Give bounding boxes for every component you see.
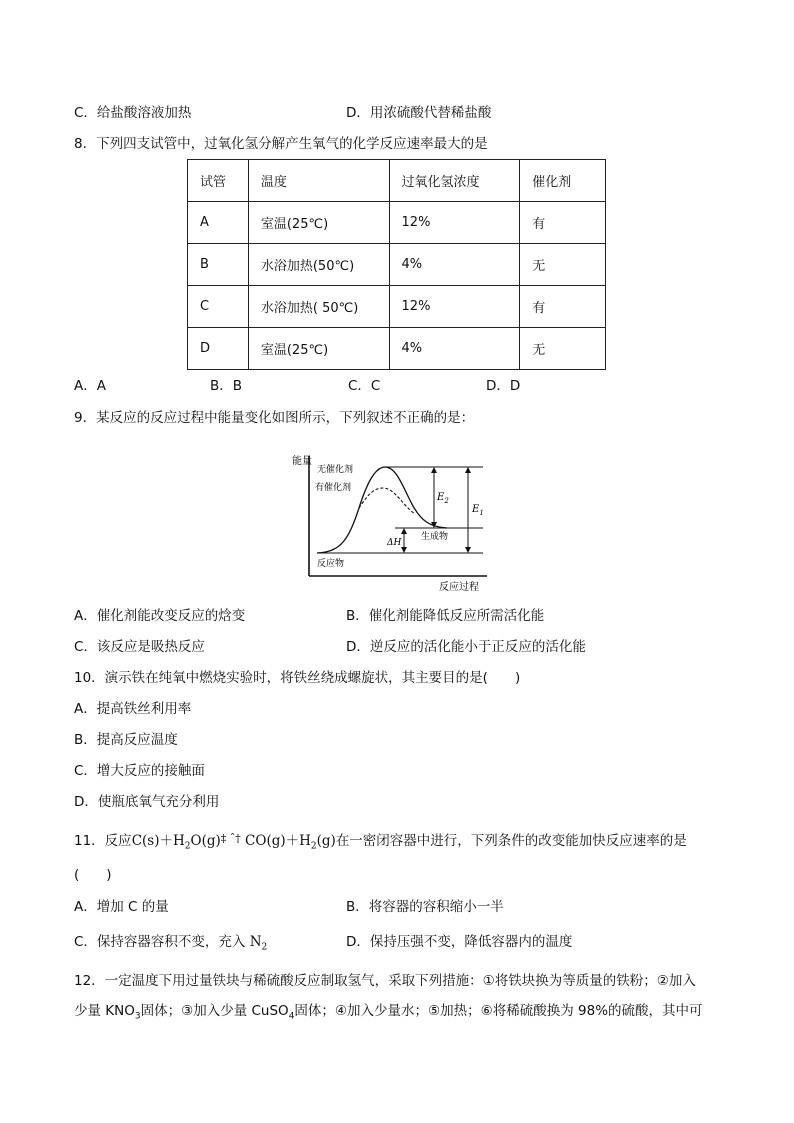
q11-option-b: B．将容器的容积缩小一半 [346, 899, 504, 915]
table-cell: 有 [520, 286, 606, 328]
table-cell: 无 [520, 328, 606, 370]
table-cell: 12% [389, 286, 520, 328]
header-cell: 催化剂 [520, 160, 606, 202]
table-cell: B [188, 244, 249, 286]
q7-option-c: C．给盐酸溶液加热 [74, 105, 192, 121]
q10-option-d: D．使瓶底氧气充分利用 [74, 794, 220, 810]
q11-option-d: D．保持压强不变，降低容器内的温度 [346, 934, 573, 950]
table-row [188, 244, 606, 286]
q9-stem: 9．某反应的反应过程中能量变化如图所示，下列叙述不正确的是： [74, 410, 475, 426]
table-row [188, 286, 606, 328]
table-cell: 无 [520, 244, 606, 286]
table-cell: 水浴加热(50℃) [248, 244, 389, 286]
table-row [188, 328, 606, 370]
table-cell: 12% [389, 202, 520, 244]
header-cell: 过氧化氢浓度 [389, 160, 520, 202]
label-no-catalyst: 无催化剂 [317, 465, 354, 475]
q9-option-a: A．催化剂能改变反应的焓变 [74, 608, 246, 624]
energy-diagram [287, 448, 497, 594]
q10-option-b: B．提高反应温度 [74, 732, 178, 748]
label-catalyst: 有催化剂 [315, 483, 352, 493]
q9-option-b: B．催化剂能降低反应所需活化能 [346, 608, 545, 624]
table-cell: 室温(25℃) [248, 202, 389, 244]
q10-option-a: A．提高铁丝利用率 [74, 701, 192, 717]
dh-arrowhead-top [401, 528, 407, 534]
q11-stem [74, 830, 687, 856]
q10-stem: 10．演示铁在纯氧中燃烧实验时，将铁丝绕成螺旋状，其主要目的是( ) [74, 670, 521, 686]
label-dh: ΔH [387, 538, 402, 548]
label-e1: $E_1$ [472, 504, 484, 517]
q8-option-b: B．B [210, 378, 243, 394]
q11-option-c: C．保持容器容积不变，充入 $N_2$ [74, 934, 268, 953]
table-cell: C [188, 286, 249, 328]
q11-paren: ( ) [74, 867, 112, 883]
header-cell: 试管 [188, 160, 249, 202]
table-cell: 4% [389, 328, 520, 370]
y-axis-label: 能量 [292, 456, 312, 467]
q11-prefix: 11．反应 [74, 833, 132, 849]
table-cell: A [188, 202, 249, 244]
q11-option-a: A．增加 C 的量 [74, 899, 169, 915]
q7-option-d: D．用浓硫酸代替稀盐酸 [346, 105, 492, 121]
dh-arrowhead-bottom [401, 547, 407, 553]
e1-arrowhead-bottom [465, 547, 471, 553]
table-cell: 室温(25℃) [248, 328, 389, 370]
x-axis-label: 反应过程 [439, 582, 479, 593]
q9-option-c: C．该反应是吸热反应 [74, 639, 205, 655]
table-cell: D [188, 328, 249, 370]
q11-equation: $C(s)+H_2O(g)^{\ddagger ˆ\dagger}$ $CO(g)+H_2(g)$ [131, 832, 336, 852]
q11-suffix: 在一密闭容器中进行，下列条件的改变能加快反应速率的是 [335, 833, 687, 849]
q8-option-c: C．C [348, 378, 381, 394]
q9-option-d: D．逆反应的活化能小于正反应的活化能 [346, 639, 586, 655]
label-product: 生成物 [421, 532, 449, 542]
table-row [188, 202, 606, 244]
q12-line1: 12．一定温度下用过量铁块与稀硫酸反应制取氢气，采取下列措施：①将铁块换为等质量的铁粉；②加入 [74, 973, 696, 989]
table-header-row [188, 160, 606, 202]
table-cell: 水浴加热( 50℃) [248, 286, 389, 328]
table-cell: 有 [520, 202, 606, 244]
q8-table [187, 159, 606, 370]
table-cell: 4% [389, 244, 520, 286]
q8-option-d: D．D [486, 378, 521, 394]
q8-option-a: A．A [74, 378, 106, 394]
label-e2: $E_2$ [437, 492, 449, 505]
q8-stem: 8．下列四支试管中，过氧化氢分解产生氧气的化学反应速率最大的是 [74, 136, 488, 152]
q10-option-c: C．增大反应的接触面 [74, 763, 205, 779]
header-cell: 温度 [248, 160, 389, 202]
e2-arrowhead-top [431, 467, 437, 473]
label-reactant: 反应物 [317, 559, 345, 569]
q12-line2: 少量 $KNO_3$固体；③加入少量 CuSO$_4$固体；④加入少量水；⑤加热；⑥将稀硫酸换为 98%的硫酸，其中可 [74, 1003, 703, 1022]
e1-arrowhead-top [465, 467, 471, 473]
